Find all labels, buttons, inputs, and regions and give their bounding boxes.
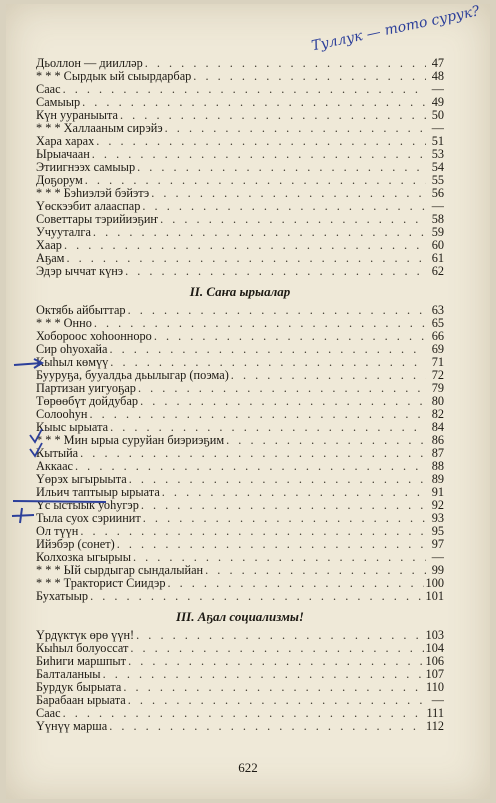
dot-leader [85,174,426,187]
toc-entry-title: Сир оһуохайа [36,343,108,356]
toc-entry [36,109,444,122]
dot-leader [193,70,426,83]
section-1 [36,57,444,278]
toc-entry-page: 72 [431,369,444,382]
toc-entry [36,317,444,330]
section-2-heading: II. Саҥа ырыалар [189,284,291,299]
dot-leader [140,395,426,408]
section-3-entries [36,629,444,733]
dot-leader [145,57,426,70]
toc-entry-page: — [431,200,444,213]
toc-entry-title: Бууруҕа, бууалдьа дьылыгар (поэма) [36,369,229,382]
dot-leader [165,122,426,135]
toc-entry-title: Самыыр [36,96,81,109]
dot-leader [103,668,424,681]
dot-leader [141,499,426,512]
dot-leader [80,447,426,460]
toc-entry-title: * * * Халлааным сирэйэ [36,122,163,135]
dot-leader [205,564,426,577]
toc-entry-page: 58 [431,213,444,226]
dot-leader [64,239,426,252]
dot-leader [142,200,426,213]
dot-leader [143,512,426,525]
toc-entry-page: 63 [431,304,444,317]
toc-entry-page: 106 [425,655,444,668]
toc-entry-page: 69 [431,343,444,356]
toc-entry [36,525,444,538]
section-1-entries [36,57,444,278]
toc-entry-title: Бухатыыр [36,590,89,603]
toc-entry [36,512,444,525]
toc-entry [36,694,444,707]
toc-entry-page: 91 [431,486,444,499]
toc-entry-page: 112 [426,720,444,733]
toc-entry [36,239,444,252]
toc-entry-page: 71 [431,356,444,369]
toc-entry-title: Кыһыл болуоссат [36,642,129,655]
toc-entry [36,395,444,408]
toc-entry [36,382,444,395]
pen-cross-mark [10,506,36,524]
dot-leader [75,460,426,473]
toc-entry-title: * * * Тракторист Сиидэр [36,577,166,590]
toc-entry-title: Балталаныы [36,668,101,681]
toc-entry [36,96,444,109]
toc-entry [36,200,444,213]
toc-entry-page: 100 [425,577,444,590]
toc-entry-page: 47 [431,57,444,70]
pen-arrow-mark [12,357,46,371]
dot-leader [128,694,426,707]
toc-entry [36,356,444,369]
toc-entry-page: 53 [431,148,444,161]
toc-entry [36,564,444,577]
dot-leader [125,265,426,278]
toc-entry-title: Ол түүн [36,525,79,538]
dot-leader [110,421,426,434]
toc-entry [36,135,444,148]
toc-entry-title: * * * Сырдык ый сыырдарбар [36,70,192,83]
toc-entry-title: Үөрэх ыгырыыта [36,473,127,486]
toc-entry-page: 88 [431,460,444,473]
dot-leader [96,135,426,148]
toc-entry-page: 84 [431,421,444,434]
toc-entry-page: 55 [431,174,444,187]
toc-entry-page: 66 [431,330,444,343]
toc-entry [36,590,444,603]
toc-entry-page: 65 [431,317,444,330]
toc-entry-page: 104 [425,642,444,655]
toc-entry-title: Үс ыстыык уоһугэр [36,499,139,512]
dot-leader [82,96,426,109]
toc-entry [36,174,444,187]
toc-entry-page: 101 [425,590,444,603]
toc-entry [36,707,444,720]
toc-entry-title: Советтары тэрийиэҕиҥ [36,213,159,226]
toc-entry-page: 56 [431,187,444,200]
dot-leader [90,590,423,603]
dot-leader [123,681,424,694]
section-2 [36,282,444,603]
toc-entry-title: Бурдук бырыата [36,681,122,694]
toc-entry-title: Кыыс ырыата [36,421,109,434]
toc-entry [36,265,444,278]
toc-entry-title: Саас [36,707,61,720]
toc-entry [36,473,444,486]
toc-entry-title: Ырыачаан [36,148,90,161]
toc-entry-page: — [431,694,444,707]
toc-entry-page: 97 [431,538,444,551]
toc-entry-title: Солооһун [36,408,88,421]
dot-leader [80,525,426,538]
toc-entry-page: 87 [431,447,444,460]
toc-entry-title: Ильич таптыыр ырыата [36,486,160,499]
toc-entry-title: Дьоллон — диилләр [36,57,143,70]
toc-entry-page: 89 [431,473,444,486]
toc-entry-page: 95 [431,525,444,538]
section-3 [36,607,444,733]
dot-leader [130,642,423,655]
dot-leader [92,148,426,161]
pen-underline-mark [12,497,108,505]
pen-check-mark [28,442,44,458]
dot-leader [66,252,426,265]
handwritten-note [290,0,490,60]
dot-leader [162,486,426,499]
toc-entry [36,681,444,694]
toc-entry-page: 92 [431,499,444,512]
dot-leader [137,161,426,174]
toc-entry-title: Хара харах [36,135,95,148]
toc-entry-title: Эдэр ыччат күнэ [36,265,124,278]
toc-entry-title: Хаар [36,239,62,252]
toc-entry [36,122,444,135]
dot-leader [133,551,426,564]
dot-leader [231,369,426,382]
dot-leader [63,707,425,720]
toc-entry-title: * * * Ый сырдыгар сындалыйан [36,564,204,577]
toc-entry [36,447,444,460]
dot-leader [110,356,426,369]
toc-entry-title: * * * Мин ырыа суруйан биэриэҕим [36,434,225,447]
toc-entry-page: — [431,83,444,96]
toc-entry-title: Кыһыл көмүү [36,356,109,369]
toc-entry-title: Ийэбэр (сонет) [36,538,115,551]
toc-entry-page: 62 [431,265,444,278]
dot-leader [138,382,426,395]
dot-leader [63,83,426,96]
toc-entry-page: 107 [425,668,444,681]
toc-entry-title: Биһиги маршпыт [36,655,127,668]
toc-entry [36,460,444,473]
dot-leader [226,434,426,447]
toc-entry-title: * * * Онно [36,317,92,330]
toc-entry [36,304,444,317]
dot-leader [117,538,426,551]
dot-leader [90,408,427,421]
toc-entry [36,83,444,96]
toc-entry-page: 49 [431,96,444,109]
toc-entry-title: Үрдүктүк өрө үүн! [36,629,135,642]
toc-entry-page: 93 [431,512,444,525]
toc-entry-title: Кытыйа [36,447,79,460]
section-3-heading: III. Аҕал социализмы! [176,609,304,624]
toc-entry-title: Барабаан ырыата [36,694,126,707]
toc-entry-title: Тыла суох сэриинит [36,512,141,525]
toc-entry-page: 99 [431,564,444,577]
dot-leader [160,213,426,226]
toc-entry-title: Күн уураныыта [36,109,118,122]
dot-leader [136,629,423,642]
toc-entry [36,720,444,733]
toc-entry-title: Аҕам [36,252,65,265]
toc-entry [36,577,444,590]
dot-leader [151,187,426,200]
dot-leader [93,226,426,239]
toc-entry [36,668,444,681]
toc-entry [36,642,444,655]
dot-leader [167,577,423,590]
toc-entry [36,369,444,382]
toc-entry-page: 110 [426,681,444,694]
section-2-entries [36,304,444,603]
toc-entry [36,252,444,265]
toc-entry [36,161,444,174]
toc-entry-title: Колхозка ыгырыы [36,551,131,564]
toc-entry-page: — [431,122,444,135]
toc-entry-page: 59 [431,226,444,239]
toc-entry-page: 82 [431,408,444,421]
dot-leader [94,317,426,330]
toc-entry-page: 61 [431,252,444,265]
dot-leader [120,109,426,122]
toc-entry-page: 50 [431,109,444,122]
toc-entry [36,408,444,421]
toc-entry-page: 51 [431,135,444,148]
toc-entry [36,655,444,668]
dot-leader [128,304,426,317]
toc-entry-title: Үөскээбит алааспар [36,200,141,213]
handwritten-note-text: Туллук — тото сурук? [310,3,482,55]
toc-entry-title: Доҕорум [36,174,83,187]
toc-entry [36,551,444,564]
toc-entry-page: 79 [431,382,444,395]
toc-entry-title: Үүнүү марша [36,720,108,733]
toc-entry-title: Октябь айбыттар [36,304,126,317]
toc-entry [36,148,444,161]
dot-leader [109,343,426,356]
toc-entry [36,70,444,83]
toc-entry-page: 54 [431,161,444,174]
toc-entry [36,538,444,551]
page-folio: 622 [238,760,258,775]
toc-entry [36,187,444,200]
toc-entry-title: Хобороос хоһоонноро [36,330,152,343]
toc-entry-page: — [431,551,444,564]
toc-entry-title: Төрөөбүт дойдубар [36,395,139,408]
toc-entry-title: Партизан уигуоҕар [36,382,136,395]
toc-entry-page: 48 [431,70,444,83]
toc-entry-title: Аккаас [36,460,74,473]
dot-leader [128,655,423,668]
toc-entry [36,330,444,343]
toc-entry-page: 80 [431,395,444,408]
toc-entry [36,226,444,239]
toc-entry-page: 111 [426,707,444,720]
toc-entry [36,629,444,642]
dot-leader [129,473,426,486]
toc-entry [36,421,444,434]
toc-entry-title: Саас [36,83,61,96]
toc-entry-title: Этиигнээх самыыр [36,161,136,174]
toc-entry-page: 60 [431,239,444,252]
table-of-contents [36,57,444,733]
toc-entry [36,343,444,356]
dot-leader [154,330,426,343]
toc-entry-page: 86 [431,434,444,447]
dot-leader [109,720,424,733]
toc-entry-title: * * * Бэһиэлэй бэйэтэ [36,187,150,200]
toc-entry-title: Учууталга [36,226,91,239]
toc-entry [36,213,444,226]
toc-entry [36,57,444,70]
toc-entry [36,434,444,447]
toc-entry-page: 103 [425,629,444,642]
